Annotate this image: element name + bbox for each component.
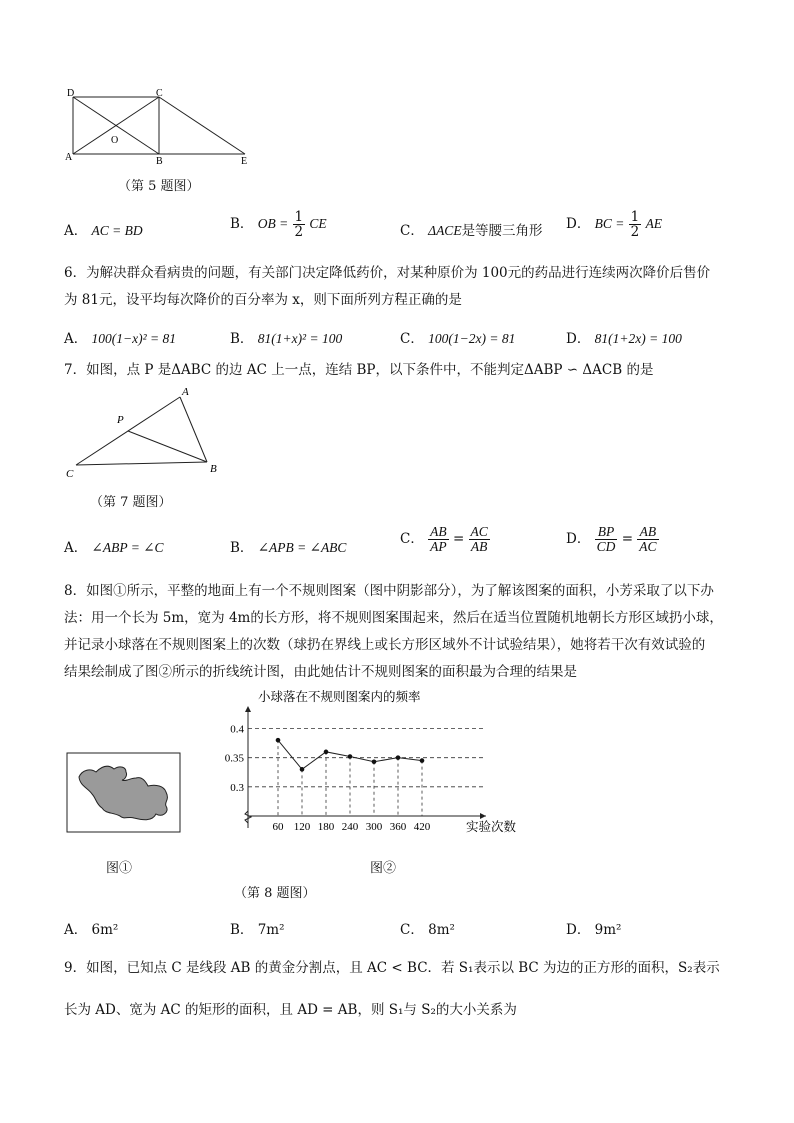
q6-option-a-text: 100(1−x)² = 81 [91, 331, 177, 346]
fraction-numerator: AC [470, 524, 488, 539]
q8-option-b-letter: B． [230, 922, 254, 938]
chart-x-tick-label: 300 [365, 821, 383, 833]
q7-label-C: C [66, 468, 74, 480]
fraction-denominator: AC [639, 539, 657, 555]
q7-option-d-fraction-1 [595, 525, 618, 554]
q9-stem-line1: 9．如图，已知点 C 是线段 AB 的黄金分割点，且 AC < BC．若 S₁表示以 BC 为边的正方形的面积，S₂表示 [64, 960, 720, 976]
q8-figure-2-label: 图② [370, 861, 397, 876]
chart-y-tick-label: 0.35 [224, 752, 244, 765]
q8-figure-1 [66, 752, 182, 834]
q7-label-A: A [182, 386, 189, 398]
fraction-numerator: 1 [294, 209, 304, 225]
q8-option-c-letter: C． [400, 922, 424, 938]
q6-option-c-text: 100(1−2x) = 81 [428, 331, 516, 346]
chart-points [276, 738, 425, 772]
q5-option-b[interactable] [230, 210, 327, 239]
chart-x-tick-label: 60 [272, 821, 284, 833]
q8-option-c-text: 8m² [428, 922, 455, 938]
q5-option-d-fraction [629, 210, 642, 239]
chart-y-tick-labels [225, 724, 245, 794]
q5-option-b-lhs: OB = [257, 216, 289, 232]
q7-stem: 7．如图，点 P 是ΔABC 的边 AC 上一点，连结 BP，以下条件中，不能判定ΔABP ∽ ΔACB 的是 [64, 362, 654, 378]
q7-option-b[interactable] [230, 536, 346, 556]
q6-option-a[interactable] [64, 327, 176, 347]
q7-line-CB [76, 462, 207, 465]
q6-option-b[interactable] [230, 327, 342, 347]
q5-option-a-letter: A． [64, 223, 88, 239]
fraction-denominator: AP [430, 539, 447, 555]
chart-axes [245, 706, 486, 828]
q5-option-b-rhs: CE [309, 216, 327, 232]
q8-stem-line4: 结果绘制成了图②所示的折线统计图，由此她估计不规则图案的面积最为合理的结果是 [64, 664, 577, 680]
q7-line-PB [128, 431, 207, 462]
chart-x-axis-arrow [480, 813, 486, 819]
q6-option-d-letter: D． [566, 331, 591, 347]
chart-point [324, 750, 329, 755]
q8-option-c[interactable] [400, 918, 455, 938]
chart-x-tick-label: 360 [389, 821, 407, 833]
q5-option-b-fraction [293, 210, 306, 239]
q7-label-P: P [117, 414, 124, 426]
chart-y-tick-label: 0.4 [230, 723, 244, 736]
q7-label-B: B [210, 463, 217, 475]
q7-option-a[interactable] [64, 536, 164, 556]
q6-option-b-text: 81(1+x)² = 100 [257, 331, 343, 346]
q5-label-C: C [156, 88, 163, 99]
fraction-numerator: AB [637, 525, 658, 540]
q7-line-AB [180, 397, 207, 462]
q7-option-c-fraction-1 [428, 525, 449, 554]
q7-option-d-fraction-2 [637, 525, 658, 554]
q5-label-E: E [241, 156, 248, 167]
q7-option-c[interactable]: C． $\frac{AB}{AP}$ = $\frac{AC}{AB}$ [400, 524, 488, 555]
q8-figure-1-label: 图① [106, 861, 133, 876]
chart-y-axis-arrow [245, 706, 251, 712]
q8-option-b-text: 7m² [257, 922, 285, 938]
q8-option-a-letter: A． [64, 922, 88, 938]
q5-option-d-rhs: AE [645, 216, 663, 232]
q6-option-c-letter: C． [400, 331, 424, 347]
q7-option-a-text: ∠ABP = ∠C [91, 540, 164, 555]
q8-option-a[interactable] [64, 918, 118, 938]
fraction-numerator: 1 [630, 209, 640, 225]
q6-option-c[interactable] [400, 327, 515, 347]
chart-grid [248, 729, 486, 787]
q5-option-d[interactable] [566, 210, 662, 239]
q5-option-c-triangle: ΔACE [428, 223, 462, 238]
chart-point [372, 759, 377, 764]
q7-option-b-letter: B． [230, 540, 254, 556]
chart-x-tick-label: 240 [341, 821, 359, 833]
q5-option-d-lhs: BC = [594, 216, 625, 232]
chart-point [420, 758, 425, 763]
chart-x-tick-labels [273, 821, 431, 833]
fraction-denominator: CD [596, 539, 616, 555]
q5-label-O: O [111, 135, 119, 146]
fraction-denominator: 2 [630, 224, 640, 241]
q5-caption: （第 5 题图） [118, 179, 200, 194]
q5-option-c-letter: C． [400, 223, 424, 239]
q9-stem-line2: 长为 AD、宽为 AC 的矩形的面积，且 AD = AB，则 S₁与 S₂的大小关系为 [64, 1002, 517, 1018]
q8-option-a-text: 6m² [91, 922, 119, 938]
q6-option-a-letter: A． [64, 331, 88, 347]
fraction-numerator: BP [595, 525, 618, 540]
q6-stem-line2: 为 81元，设平均每次降价的百分率为 x，则下面所列方程正确的是 [64, 292, 462, 308]
q6-stem-line1: 6．为解决群众看病贵的问题，有关部门决定降低药价，对某种原价为 100元的药品进行连续两次降价后售价 [64, 265, 711, 281]
chart-x-tick-label: 420 [413, 821, 431, 833]
chart-x-tick-label: 120 [293, 821, 311, 833]
q8-option-d[interactable] [566, 918, 621, 938]
q6-option-d[interactable] [566, 327, 682, 347]
fraction-denominator: 2 [294, 224, 304, 241]
q8-option-d-letter: D． [566, 922, 591, 938]
q7-option-d[interactable]: D． $\frac{BP}{CD}$ = $\frac{AB}{AC}$ [566, 524, 657, 555]
chart-y-tick-label: 0.3 [230, 781, 244, 794]
q5-option-d-letter: D． [566, 216, 591, 233]
q7-option-c-letter: C． [400, 531, 424, 548]
chart-x-tick-label: 180 [317, 821, 335, 833]
q6-option-b-letter: B． [230, 331, 254, 347]
q5-option-a-text: AC = BD [91, 223, 143, 238]
q5-label-B: B [156, 156, 163, 167]
fraction-denominator: AB [470, 539, 488, 555]
q5-option-c-text: 是等腰三角形 [461, 223, 543, 239]
chart-droplines [278, 740, 422, 816]
q8-stem-line3: 并记录小球落在不规则图案上的次数（球扔在界线上或长方形区域外不计试验结果），她将若干次有效试验的 [64, 637, 706, 653]
chart-title: 小球落在不规则图案内的频率 [258, 690, 421, 704]
q5-label-A: A [65, 152, 73, 163]
q7-caption: （第 7 题图） [90, 495, 172, 510]
q6-option-d-text: 81(1+2x) = 100 [594, 331, 682, 346]
q5-option-c[interactable] [400, 219, 543, 239]
chart-point [300, 767, 305, 772]
q5-option-b-letter: B． [230, 216, 254, 233]
q5-figure [55, 85, 265, 170]
chart-point [276, 738, 281, 743]
chart-x-axis-label: 实验次数 [466, 820, 517, 834]
fraction-numerator: AB [430, 524, 447, 539]
q7-figure [60, 385, 235, 485]
q8-option-d-text: 9m² [594, 922, 622, 938]
q7-option-d-letter: D． [566, 531, 591, 548]
q7-option-c-fraction-2 [469, 525, 490, 554]
q8-stem-line1: 8．如图①所示，平整的地面上有一个不规则图案（图中阴影部分），为了解该图案的面积，小芳采取了以下办 [64, 583, 714, 599]
q5-option-a[interactable] [64, 219, 143, 239]
q8-stem-line2: 法：用一个长为 5m，宽为 4m的长方形，将不规则图案围起来，然后在适当位置随机地朝长方形区域扔小球， [64, 610, 723, 626]
q8-caption: （第 8 题图） [234, 886, 316, 901]
q5-line-CE [159, 97, 245, 154]
q5-label-D: D [67, 88, 75, 99]
q8-figure-2-chart [224, 688, 528, 853]
q7-option-b-text: ∠APB = ∠ABC [257, 540, 347, 555]
chart-point [348, 754, 353, 759]
chart-point [396, 755, 401, 760]
q8-option-b[interactable] [230, 918, 285, 938]
q7-option-a-letter: A． [64, 540, 88, 556]
